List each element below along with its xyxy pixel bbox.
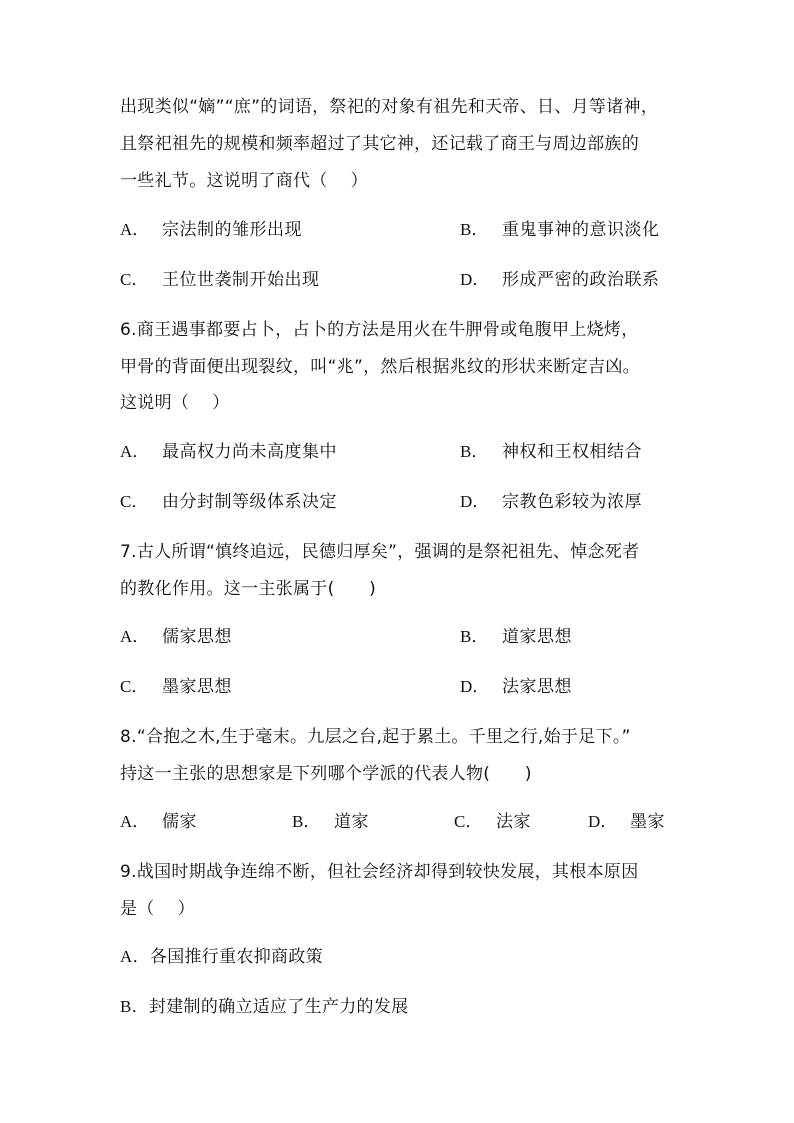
q5-option-b — [460, 219, 660, 241]
option-label: C． — [120, 492, 149, 511]
option-label: B． — [460, 220, 489, 239]
q9-option-a — [120, 946, 323, 968]
option-text: 最高权力尚未高度集中 — [162, 442, 337, 462]
option-label: D． — [460, 677, 490, 696]
option-text: 道家思想 — [502, 627, 572, 647]
option-label: C． — [120, 677, 149, 696]
option-label: B． — [460, 627, 489, 646]
q6-option-c — [120, 491, 337, 513]
option-label: C． — [454, 812, 483, 831]
option-label: D． — [588, 812, 618, 831]
q6-option-d — [460, 491, 642, 513]
q8-stem-line-1: 8.“合抱之木,生于毫末。九层之台,起于累土。千里之行,始于足下。” — [120, 727, 631, 747]
q6-stem-line-3: 这说明（ ） — [120, 393, 230, 413]
option-label: D． — [460, 492, 490, 511]
option-label: A． — [120, 812, 150, 831]
option-text: 神权和王权相结合 — [502, 442, 642, 462]
option-label: A． — [120, 220, 150, 239]
option-text: 形成严密的政治联系 — [502, 270, 660, 290]
q9-stem-line-1: 9.战国时期战争连绵不断，但社会经济却得到较快发展，其根本原因 — [120, 862, 639, 882]
option-text: 王位世袭制开始出现 — [162, 270, 320, 290]
q8-option-b — [292, 811, 369, 833]
option-text: 法家思想 — [502, 677, 572, 697]
q6-option-a — [120, 441, 337, 463]
option-text: 宗法制的雏形出现 — [162, 220, 302, 240]
q5-stem-line-3: 一些礼节。这说明了商代（ ） — [120, 171, 368, 191]
option-label: B． — [292, 812, 321, 831]
option-text: 儒家思想 — [162, 627, 232, 647]
option-text: 儒家 — [162, 812, 197, 832]
q8-option-a — [120, 811, 197, 833]
option-label: A． — [120, 947, 150, 966]
q6-option-b — [460, 441, 642, 463]
q8-stem-line-2: 持这一主张的思想家是下列哪个学派的代表人物( ) — [120, 764, 532, 784]
option-label: B． — [120, 997, 149, 1016]
q5-option-a — [120, 219, 302, 241]
option-text: 墨家 — [630, 812, 665, 832]
q7-stem-line-2: 的教化作用。这一主张属于( ) — [120, 579, 377, 599]
q7-option-c — [120, 676, 232, 698]
q6-stem-line-2: 甲骨的背面便出现裂纹，叫“兆”，然后根据兆纹的形状来断定吉凶。 — [120, 357, 640, 377]
q7-option-d — [460, 676, 572, 698]
q9-stem-line-2: 是（ ） — [120, 899, 195, 919]
option-text: 宗教色彩较为浓厚 — [502, 492, 642, 512]
q8-option-d — [588, 811, 665, 833]
q7-stem-line-1: 7.古人所谓“慎终追远，民德归厚矣”，强调的是祭祀祖先、悼念死者 — [120, 542, 640, 562]
option-label: A． — [120, 627, 150, 646]
q5-option-c — [120, 269, 320, 291]
q5-stem-line-2: 且祭祀祖先的规模和频率超过了其它神，还记载了商王与周边部族的 — [120, 134, 639, 154]
q5-option-d — [460, 269, 660, 291]
option-text: 各国推行重农抑商政策 — [149, 947, 323, 967]
option-label: D． — [460, 270, 490, 289]
option-text: 封建制的确立适应了生产力的发展 — [148, 997, 409, 1017]
q6-stem-line-1: 6.商王遇事都要占卜，占卜的方法是用火在牛胛骨或龟腹甲上烧烤， — [120, 320, 639, 340]
option-text: 墨家思想 — [162, 677, 232, 697]
q7-option-b — [460, 626, 572, 648]
option-label: B． — [460, 442, 489, 461]
option-text: 重鬼事神的意识淡化 — [502, 220, 660, 240]
q9-option-b — [120, 996, 408, 1018]
q5-stem-line-1: 出现类似“嫡”“庶”的词语，祭祀的对象有祖先和天帝、日、月等诸神， — [120, 97, 659, 117]
option-text: 法家 — [496, 812, 531, 832]
option-text: 道家 — [334, 812, 369, 832]
option-text: 由分封制等级体系决定 — [162, 492, 337, 512]
option-label: C． — [120, 270, 149, 289]
q7-option-a — [120, 626, 232, 648]
q8-option-c — [454, 811, 531, 833]
option-label: A． — [120, 442, 150, 461]
